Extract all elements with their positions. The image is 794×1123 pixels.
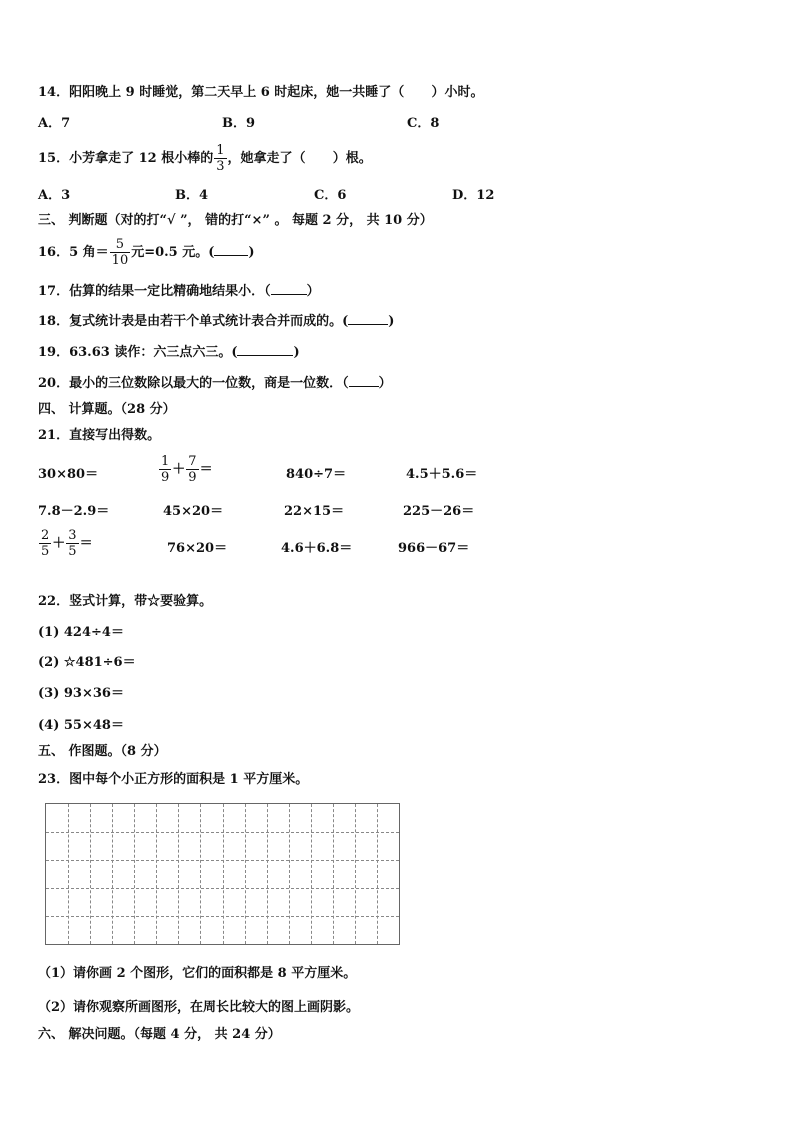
q21-r2c2: 45×20＝: [163, 504, 224, 519]
question-15: [38, 143, 372, 175]
q21-r1c2-frac2: [186, 454, 198, 485]
q17-text: 17．估算的结果一定比精确地结果小．（: [38, 284, 271, 299]
q20-text-end: ）: [378, 376, 392, 391]
grid-line-vertical: [289, 804, 290, 944]
section-4-title: 四、 计算题。（28 分）: [38, 402, 176, 417]
q21-r1c2: [158, 451, 213, 489]
q16-text-mid: 元=0.5 元。(: [131, 245, 215, 260]
q21-r1c1: 30×80＝: [38, 467, 99, 482]
q15-option-c: C．6: [314, 188, 347, 203]
q18-answer-blank[interactable]: [348, 312, 388, 325]
q14-text: 14．阳阳晚上 9 时睡觉，第二天早上 6 时起床，她一共睡了（: [38, 85, 405, 100]
question-14: [38, 84, 483, 101]
q21-r3c1-frac1: [39, 528, 51, 559]
q18-text-end: ): [388, 314, 395, 329]
q20-answer-blank[interactable]: [349, 374, 379, 387]
grid-line-vertical: [311, 804, 312, 944]
q21-r3c1: [38, 525, 93, 563]
q21-r3c4: 966－67＝: [398, 541, 470, 556]
grid-line-vertical: [200, 804, 201, 944]
q19-answer-blank[interactable]: [237, 343, 293, 356]
section-5-title: 五、 作图题。（8 分）: [38, 744, 167, 759]
q19-text: 19．63.63 读作：六三点六三。(: [38, 345, 238, 360]
q23-sub-1: （1）请你画 2 个图形，它们的面积都是 8 平方厘米。: [38, 966, 357, 981]
q21-r3c3: 4.6＋6.8＝: [281, 541, 353, 556]
q23-title: 23．图中每个小正方形的面积是 1 平方厘米。: [38, 772, 309, 787]
plus-sign: ＋: [172, 462, 186, 477]
q17-answer-blank[interactable]: [271, 282, 307, 295]
q16-frac-num: 5: [110, 237, 131, 253]
grid-line-vertical: [355, 804, 356, 944]
q22-item-1: (1) 424÷4＝: [38, 625, 124, 640]
question-20: [38, 374, 392, 392]
q21-r3c2: 76×20＝: [167, 541, 228, 556]
q15-option-d: D．12: [452, 188, 495, 203]
q23-sub-2: （2）请你观察所画图形，在周长比较大的图上画阴影。: [38, 1000, 360, 1015]
q21-r2c1: 7.8－2.9＝: [38, 504, 110, 519]
frac-den: 9: [188, 470, 197, 485]
q16-text: 16．5 角＝: [38, 245, 109, 260]
q14-option-a: A．7: [38, 116, 71, 131]
q15-option-b: B．4: [175, 188, 209, 203]
grid-line-vertical: [112, 804, 113, 944]
square-grid[interactable]: [45, 803, 400, 945]
grid-line-vertical: [156, 804, 157, 944]
q16-frac-den: 10: [111, 253, 129, 268]
equals-sign: ＝: [199, 462, 213, 477]
grid-line-vertical: [245, 804, 246, 944]
section-3-title: 三、 判断题（对的打“√ ”， 错的打“×” 。 每题 2 分， 共 10 分）: [38, 213, 433, 228]
frac-den: 5: [41, 544, 50, 559]
frac-num: 1: [161, 454, 170, 469]
q22-item-3: (3) 93×36＝: [38, 686, 124, 701]
q22-item-4: (4) 55×48＝: [38, 718, 124, 733]
frac-num: 7: [188, 454, 197, 469]
q16-text-end: ): [248, 245, 255, 260]
q15-frac-den: 3: [216, 159, 225, 174]
question-18: [38, 312, 394, 330]
frac-den: 9: [161, 470, 170, 485]
q15-text-end: ）根。: [332, 151, 372, 166]
grid-line-vertical: [377, 804, 378, 944]
q21-r2c4: 225－26＝: [403, 504, 475, 519]
frac-den: 5: [68, 544, 77, 559]
q15-fraction: [214, 143, 226, 174]
q18-text: 18．复式统计表是由若干个单式统计表合并而成的。(: [38, 314, 349, 329]
q17-text-end: ）: [306, 284, 320, 299]
plus-sign: ＋: [52, 536, 66, 551]
q20-text: 20．最小的三位数除以最大的一位数，商是一位数．（: [38, 376, 349, 391]
q15-frac-num: 1: [216, 143, 225, 158]
q14-option-c: C．8: [407, 116, 440, 131]
q15-text-mid: ，她拿走了（: [227, 151, 306, 166]
q21-r1c2-frac1: [159, 454, 171, 485]
section-6-title: 六、 解决问题。（每题 4 分， 共 24 分）: [38, 1027, 281, 1042]
q16-fraction: [110, 237, 131, 268]
grid-line-vertical: [178, 804, 179, 944]
q14-text-end: ）小时。: [431, 85, 484, 100]
grid-line-vertical: [333, 804, 334, 944]
grid-line-vertical: [223, 804, 224, 944]
q22-item-2: (2) ☆481÷6＝: [38, 655, 136, 670]
q15-text: 15．小芳拿走了 12 根小棒的: [38, 151, 214, 166]
q21-r1c4: 4.5＋5.6＝: [406, 467, 478, 482]
q16-answer-blank[interactable]: [214, 243, 248, 256]
q21-r1c3: 840÷7＝: [286, 467, 347, 482]
equals-sign: ＝: [79, 536, 93, 551]
frac-num: 3: [68, 528, 77, 543]
grid-line-vertical: [68, 804, 69, 944]
q21-title: 21．直接写出得数。: [38, 428, 161, 443]
q15-option-a: A．3: [38, 188, 71, 203]
frac-num: 2: [41, 528, 50, 543]
q22-title: 22．竖式计算，带☆要验算。: [38, 594, 213, 609]
q21-r3c1-frac2: [66, 528, 78, 559]
grid-line-vertical: [267, 804, 268, 944]
question-17: [38, 282, 320, 300]
grid-line-vertical: [90, 804, 91, 944]
q21-r2c3: 22×15＝: [284, 504, 345, 519]
question-19: [38, 343, 300, 361]
question-16: [38, 237, 255, 269]
grid-line-vertical: [134, 804, 135, 944]
q14-option-b: B．9: [222, 116, 256, 131]
q19-text-end: ): [293, 345, 300, 360]
